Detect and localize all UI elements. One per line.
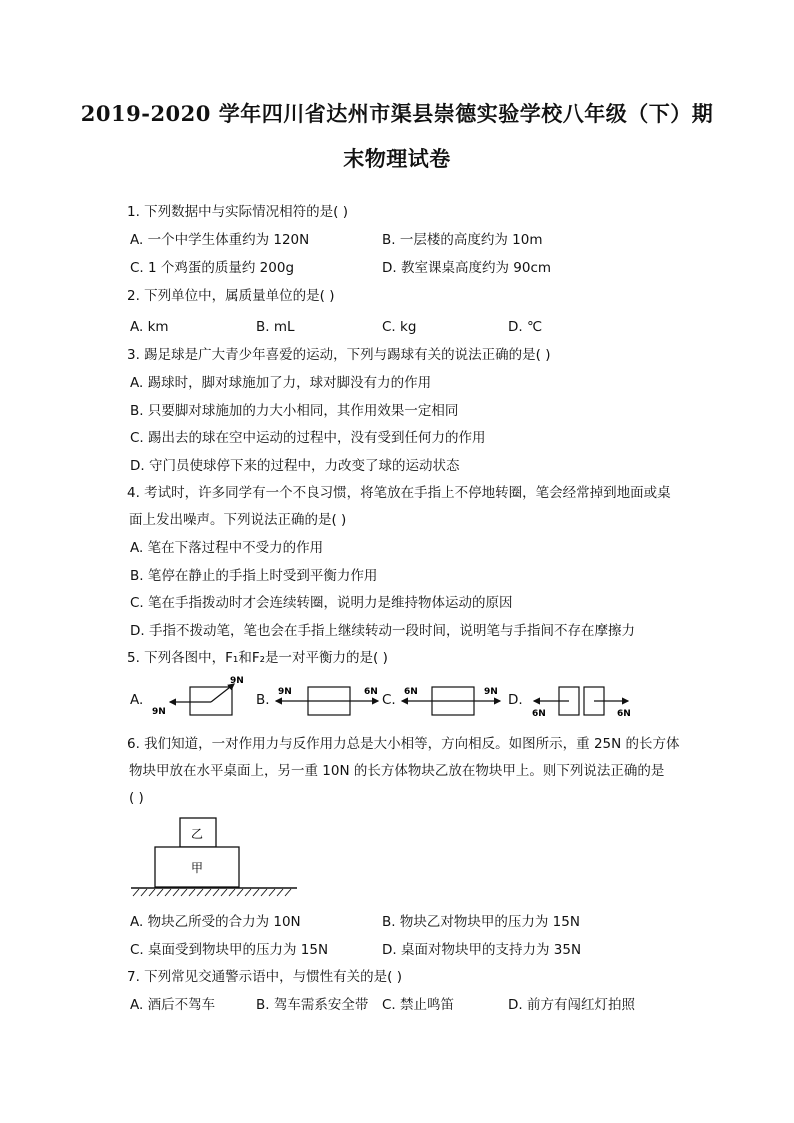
title-line-1: 2019-2020 学年四川省达州市渠县崇德实验学校八年级（下）期	[80, 101, 714, 126]
q7-option-b[interactable]: B. 驾车需系安全带	[256, 997, 369, 1013]
q6-option-a[interactable]: A. 物块乙所受的合力为 10N	[130, 914, 301, 930]
force-diagrams	[0, 672, 794, 722]
block-jia-label: 甲	[191, 861, 204, 875]
diagram-d	[532, 687, 631, 719]
q7-option-a[interactable]: A. 酒后不驾车	[130, 997, 216, 1013]
q5-option-c[interactable]: C.	[382, 692, 396, 708]
q1-option-a[interactable]: A. 一个中学生体重约为 120N	[130, 232, 310, 248]
q3-option-d[interactable]: D. 守门员使球停下来的过程中，力改变了球的运动状态	[130, 458, 460, 474]
q1-option-d[interactable]: D. 教室课桌高度约为 90cm	[382, 260, 552, 276]
q5-option-d[interactable]: D.	[508, 692, 523, 708]
q5-option-b[interactable]: B.	[256, 692, 270, 708]
q3-option-b[interactable]: B. 只要脚对球施加的力大小相同，其作用效果一定相同	[130, 403, 459, 419]
question-6-stem: 6. 我们知道，一对作用力与反作用力总是大小相等，方向相反。如图所示，重 25N 的长方体	[127, 736, 680, 752]
q5-option-a[interactable]: A.	[130, 692, 144, 708]
q2-option-d[interactable]: D. ℃	[508, 319, 543, 335]
q4-option-c[interactable]: C. 笔在手指拨动时才会连续转圈，说明力是维持物体运动的原因	[130, 595, 513, 611]
question-7-stem: 7. 下列常见交通警示语中，与惯性有关的是( )	[127, 969, 402, 985]
q1-option-b[interactable]: B. 一层楼的高度约为 10m	[382, 232, 543, 248]
q1-option-c[interactable]: C. 1 个鸡蛋的质量约 200g	[130, 260, 295, 276]
question-6-stem-end: ( )	[129, 790, 144, 806]
force-label: 9N	[278, 687, 292, 697]
q7-option-d[interactable]: D. 前方有闯红灯拍照	[508, 997, 635, 1013]
q6-option-d[interactable]: D. 桌面对物块甲的支持力为 35N	[382, 942, 582, 958]
force-label: 6N	[617, 709, 631, 719]
q3-option-c[interactable]: C. 踢出去的球在空中运动的过程中，没有受到任何力的作用	[130, 430, 486, 446]
table-hatch	[133, 889, 291, 896]
q4-option-d[interactable]: D. 手指不拨动笔，笔也会在手指上继续转动一段时间，说明笔与手指间不存在摩擦力	[130, 623, 635, 639]
q4-option-b[interactable]: B. 笔停在静止的手指上时受到平衡力作用	[130, 568, 378, 584]
q7-option-c[interactable]: C. 禁止鸣笛	[382, 997, 455, 1013]
q2-option-b[interactable]: B. mL	[256, 319, 295, 335]
diagram-a	[152, 676, 244, 717]
force-label: 9N	[230, 676, 244, 686]
question-3-stem: 3. 踢足球是广大青少年喜爱的运动，下列与踢球有关的说法正确的是( )	[127, 347, 551, 363]
question-6-stem-cont: 物块甲放在水平桌面上，另一重 10N 的长方体物块乙放在物块甲上。则下列说法正确的是	[129, 763, 665, 779]
q4-option-a[interactable]: A. 笔在下落过程中不受力的作用	[130, 540, 324, 556]
q3-option-a[interactable]: A. 踢球时，脚对球施加了力，球对脚没有力的作用	[130, 375, 432, 391]
force-label: 6N	[364, 687, 378, 697]
blocks-diagram	[125, 812, 305, 902]
question-2-stem: 2. 下列单位中，属质量单位的是( )	[127, 288, 335, 304]
q2-option-c[interactable]: C. kg	[382, 319, 417, 335]
question-1-stem: 1. 下列数据中与实际情况相符的是( )	[127, 204, 348, 220]
force-label: 9N	[152, 707, 166, 717]
diagram-c	[402, 687, 500, 715]
force-label: 6N	[532, 709, 546, 719]
question-4-stem-cont: 面上发出噪声。下列说法正确的是( )	[129, 512, 347, 528]
block-yi-label: 乙	[191, 827, 204, 841]
title-line-2: 末物理试卷	[343, 146, 451, 171]
diagram-b	[276, 687, 378, 715]
question-4-stem: 4. 考试时，许多同学有一个不良习惯，将笔放在手指上不停地转圈，笔会经常掉到地面或桌	[127, 485, 671, 501]
force-label: 9N	[484, 687, 498, 697]
force-label: 6N	[404, 687, 418, 697]
question-5-stem: 5. 下列各图中，F₁和F₂是一对平衡力的是( )	[127, 650, 388, 666]
q2-option-a[interactable]: A. km	[130, 319, 169, 335]
q6-option-b[interactable]: B. 物块乙对物块甲的压力为 15N	[382, 914, 580, 930]
q6-option-c[interactable]: C. 桌面受到物块甲的压力为 15N	[130, 942, 329, 958]
